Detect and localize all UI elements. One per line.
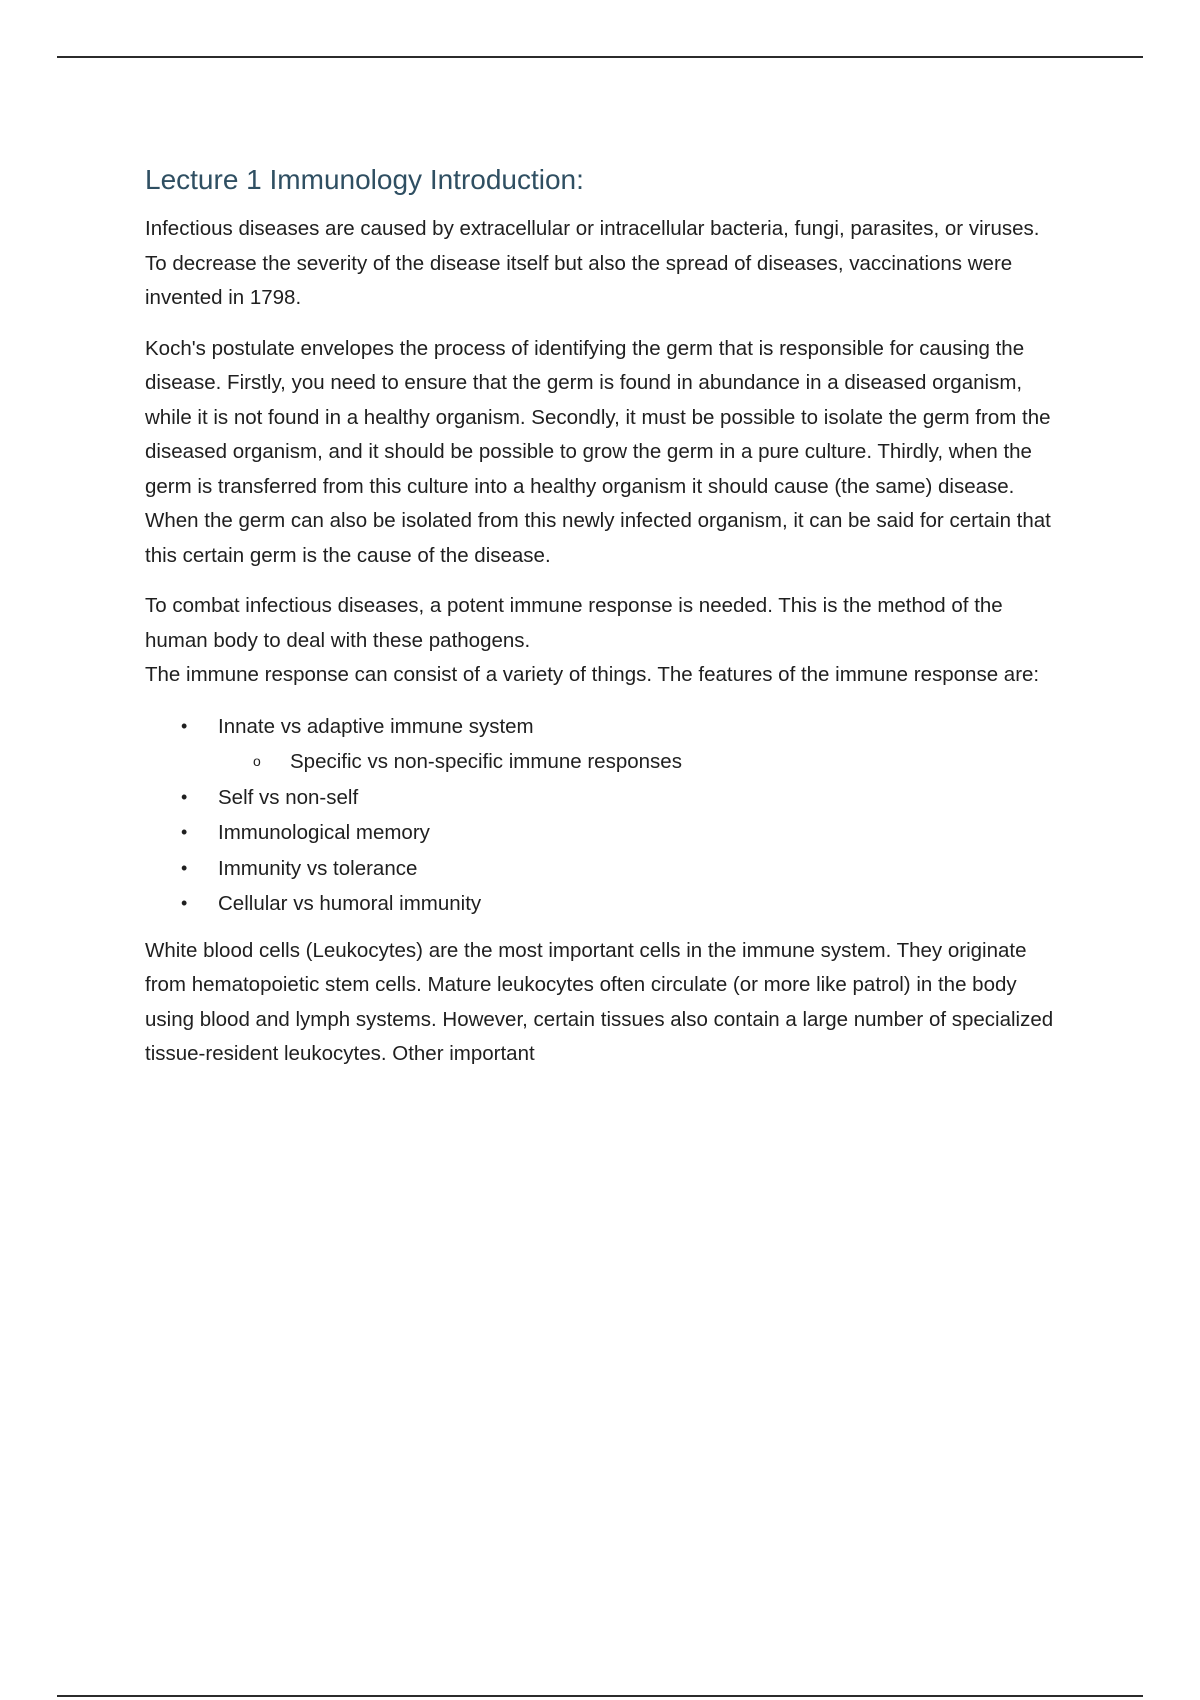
footer-rule xyxy=(57,1695,1143,1697)
list-item-text: Cellular vs humoral immunity xyxy=(218,892,482,915)
paragraph-immune-response: To combat infectious diseases, a potent immune response is needed. This is the method of the human body to deal with these pathogens. xyxy=(145,594,1003,652)
document-body xyxy=(145,160,1060,1088)
bullet-icon: • xyxy=(181,893,188,913)
bullet-icon: • xyxy=(181,822,188,842)
list-item-text: Specific vs non-specific immune responses xyxy=(290,750,682,773)
list-item xyxy=(145,709,1060,745)
paragraph-infectious-diseases: Infectious diseases are caused by extracellular or intracellular bacteria, fungi, parasites, or viruses. To decrease the severity of the disease itself but also the spread of diseases, vaccinations were invented in 1798. xyxy=(145,217,1040,309)
paragraph-kochs-postulate: Koch's postulate envelopes the process of identifying the germ that is responsible for causing the disease. Firstly, you need to ensure that the germ is found in abundance in a diseased organism, while it is not found in a healthy organism. Secondly, it must be possible to isolate the germ from the diseased organism, and it should be possible to grow the germ in a pure culture. Thirdly, when the germ is transferred from this culture into a healthy organism it should cause (the same) disease. When the germ can also be isolated from this newly infected organism, it can be said for certain that this certain germ is the cause of the disease. xyxy=(145,336,1051,567)
bullet-icon: • xyxy=(181,857,188,878)
list-item xyxy=(145,780,1060,816)
list-item xyxy=(145,851,1060,887)
bullet-icon: • xyxy=(181,786,188,807)
list-item-text: Self vs non-self xyxy=(218,785,359,809)
list-item-text: Innate vs adaptive immune system xyxy=(218,714,534,738)
paragraph-immune-features: The immune response can consist of a variety of things. The features of the immune response are: xyxy=(145,663,1040,686)
paragraph-white-blood-cells: White blood cells (Leukocytes) are the most important cells in the immune system. They originate from hematopoietic stem cells. Mature leukocytes often circulate (or more like patrol) in the body using blood and lymph systems. However, certain tissues also contain a large number of specialized tissue-resident leukocytes. Other important xyxy=(145,938,1054,1065)
list-item xyxy=(145,886,1060,922)
page-title: Lecture 1 Immunology Introduction: xyxy=(145,164,584,195)
header-rule xyxy=(57,56,1143,58)
bullet-icon: • xyxy=(181,715,188,736)
list-item-text: Immunological memory xyxy=(218,821,430,844)
list-subitem xyxy=(145,744,1060,780)
list-item xyxy=(145,815,1060,851)
immune-features-list xyxy=(145,709,1060,922)
sub-bullet-icon: o xyxy=(253,753,261,769)
list-item-text: Immunity vs tolerance xyxy=(218,856,418,880)
